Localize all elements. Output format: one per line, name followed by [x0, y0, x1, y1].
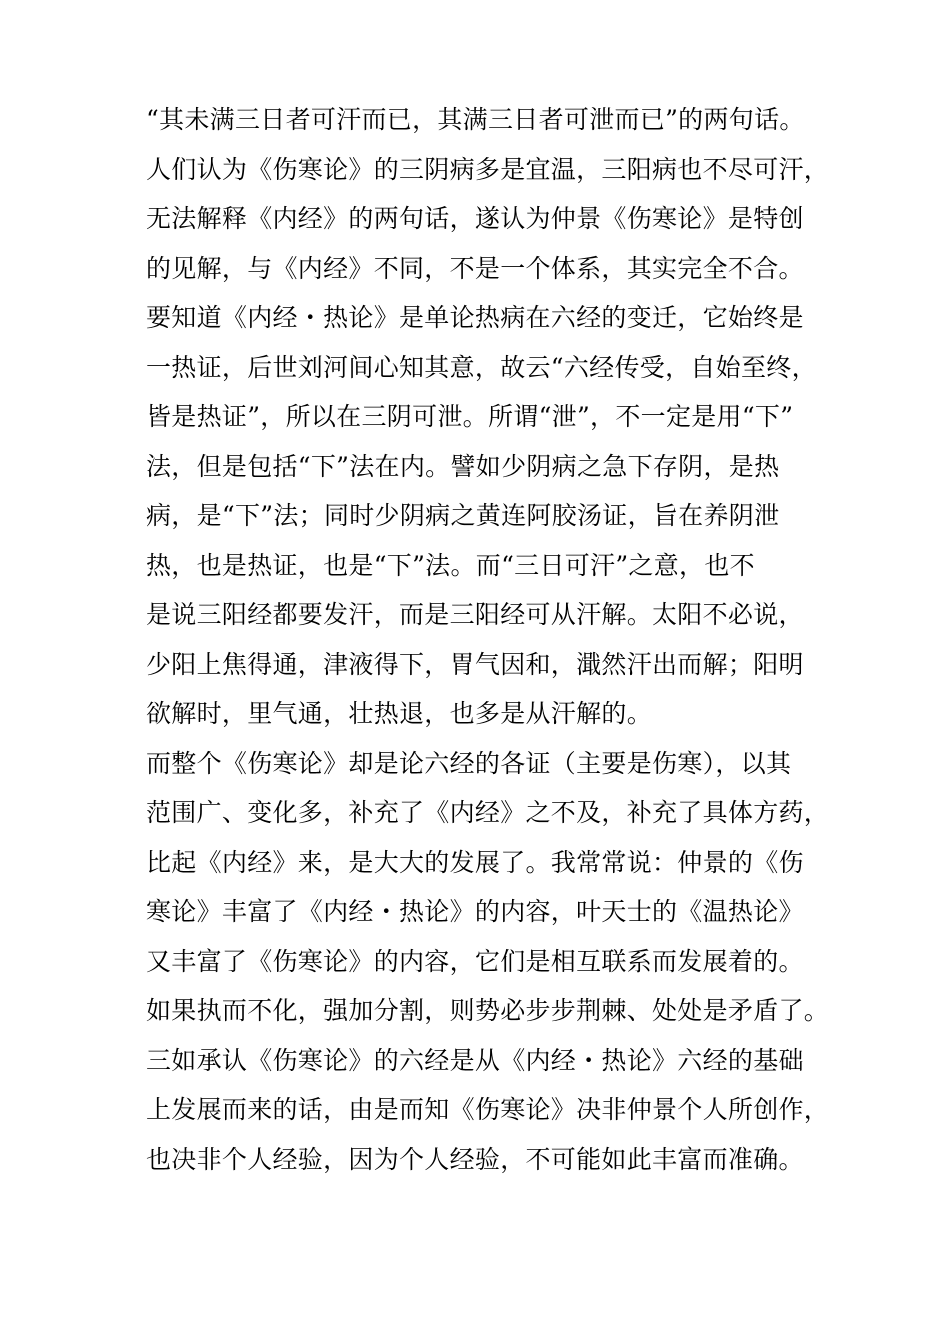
body-text — [146, 95, 846, 1184]
text-line-7: 皆是热证”，所以在三阴可泄。所谓“泄”，不一定是用“下” — [146, 402, 794, 431]
text-line-19: 如果执而不化，强加分割，则势必步步荆棘、处处是矛盾了。 — [146, 996, 830, 1025]
text-line-21: 上发展而来的话，由是而知《伤寒论》决非仲景个人所创作， — [146, 1095, 830, 1124]
text-line-12: 少阳上焦得通，津液得下，胃气因和，濈然汗出而解；阳明 — [146, 649, 804, 679]
text-line-13: 欲解时，里气通，壮热退，也多是从汗解的。 — [146, 699, 653, 728]
text-line-20: 三如承认《伤寒论》的六经是从《内经・热论》六经的基础 — [146, 1045, 804, 1075]
text-line-17: 寒论》丰富了《内经・热论》的内容，叶天士的《温热论》 — [146, 897, 804, 926]
text-line-11: 是说三阳经都要发汗，而是三阳经可从汗解。太阳不必说， — [146, 600, 804, 629]
text-line-3: 无法解释《内经》的两句话，遂认为仲景《伤寒论》是特创 — [146, 204, 804, 233]
text-line-10: 热，也是热证，也是“下”法。而“三日可汗”之意，也不 — [146, 550, 755, 580]
text-line-8: 法，但是包括“下”法在内。譬如少阴病之急下存阴，是热 — [146, 451, 780, 481]
text-line-18: 又丰富了《伤寒论》的内容，它们是相互联系而发展着的。 — [146, 946, 804, 976]
text-line-15: 范围广、变化多，补充了《内经》之不及，补充了具体方药， — [146, 798, 830, 827]
text-line-2: 人们认为《伤寒论》的三阴病多是宜温，三阳病也不尽可汗， — [146, 154, 830, 184]
text-line-4: 的见解，与《内经》不同，不是一个体系，其实完全不合。 — [146, 253, 804, 283]
text-line-1: “其未满三日者可汗而已，其满三日者可泄而已”的两句话。 — [146, 105, 805, 134]
text-line-6: 一热证，后世刘河间心知其意，故云“六经传受，自始至终， — [146, 352, 817, 382]
text-line-22: 也决非个人经验，因为个人经验，不可能如此丰富而准确。 — [146, 1144, 804, 1174]
text-line-5: 要知道《内经・热论》是单论热病在六经的变迁，它始终是 — [146, 303, 804, 332]
text-line-9: 病，是“下”法；同时少阴病之黄连阿胶汤证，旨在养阴泄 — [146, 501, 780, 530]
text-line-14: 而整个《伤寒论》却是论六经的各证（主要是伤寒），以其 — [146, 748, 792, 778]
text-line-16: 比起《内经》来，是大大的发展了。我常常说：仲景的《伤 — [146, 847, 804, 877]
